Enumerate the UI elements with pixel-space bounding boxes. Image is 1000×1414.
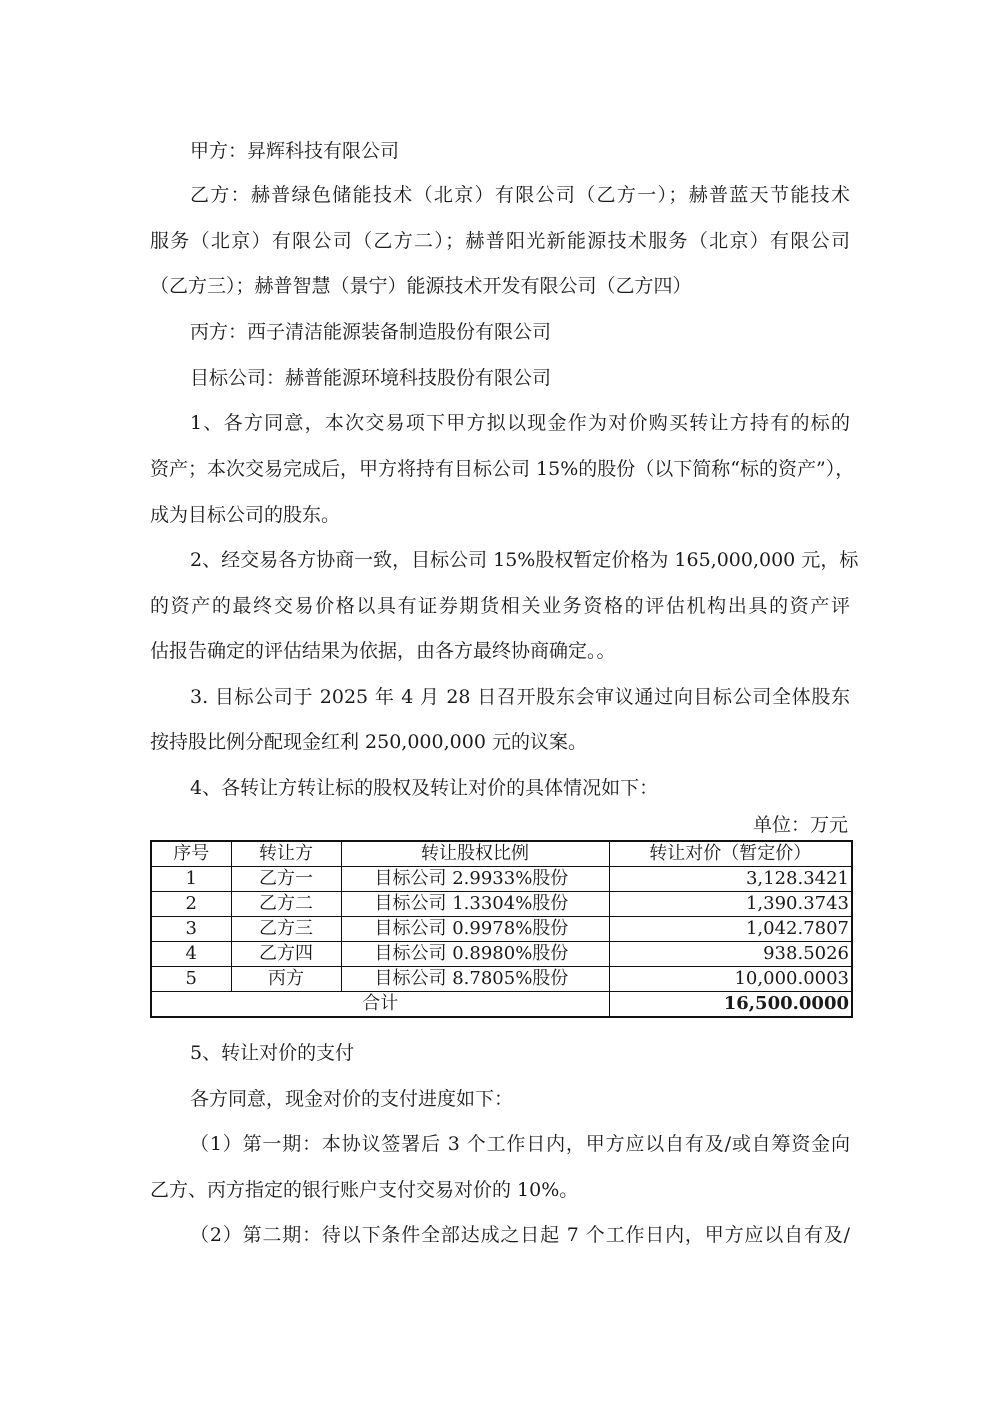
row-ratio: 目标公司 0.8980%股份 (341, 942, 609, 967)
clause-1-line2: 资产；本次交易完成后，甲方将持有目标公司 15%的股份（以下简称“标的资产”）， (150, 458, 855, 480)
table-row (151, 917, 852, 942)
row-ratio: 目标公司 2.9933%股份 (341, 867, 609, 892)
party-c: 丙方：西子清洁能源装备制造股份有限公司 (190, 321, 552, 343)
table-unit: 单位：万元 (752, 814, 848, 836)
row-transferor: 乙方二 (231, 892, 341, 917)
row-seq: 5 (151, 967, 231, 992)
phase-1-line1: （1）第一期：本协议签署后 3 个工作日内，甲方应以自有及/或自筹资金向 (190, 1133, 850, 1155)
total-value: 16,500.0000 (609, 992, 852, 1018)
phase-2-line1: （2）第二期：待以下条件全部达成之日起 7 个工作日内，甲方应以自有及/ (190, 1224, 850, 1246)
header-ratio: 转让股权比例 (341, 841, 609, 867)
transfer-table (150, 840, 853, 1018)
row-seq: 4 (151, 942, 231, 967)
row-transferor: 乙方三 (231, 917, 341, 942)
header-price: 转让对价（暂定价） (609, 841, 852, 867)
clause-5-heading: 5、转让对价的支付 (190, 1042, 355, 1064)
row-transferor: 丙方 (231, 967, 341, 992)
row-seq: 1 (151, 867, 231, 892)
clause-4: 4、各转让方转让标的股权及转让对价的具体情况如下： (190, 777, 659, 799)
clause-5-intro: 各方同意，现金对价的支付进度如下： (190, 1088, 514, 1110)
clause-2-line1: 2、经交易各方协商一致，目标公司 15%股权暂定价格为 165,000,000 元，标 (190, 549, 859, 571)
row-ratio: 目标公司 1.3304%股份 (341, 892, 609, 917)
clause-2-line2: 的资产的最终交易价格以具有证券期货相关业务资格的评估机构出具的资产评 (150, 595, 850, 617)
table-total-row (151, 992, 852, 1018)
header-transferor: 转让方 (231, 841, 341, 867)
party-b-line3: （乙方三）；赫普智慧（景宁）能源技术开发有限公司（乙方四） (150, 275, 692, 297)
phase-1-line2: 乙方、丙方指定的银行账户支付交易对价的 10%。 (150, 1179, 579, 1201)
total-label: 合计 (151, 992, 609, 1018)
table-row (151, 892, 852, 917)
party-b-line1: 乙方：赫普绿色储能技术（北京）有限公司（乙方一）；赫普蓝天节能技术 (190, 184, 850, 206)
row-price: 10,000.0003 (609, 967, 852, 992)
row-price: 1,042.7807 (609, 917, 852, 942)
row-ratio: 目标公司 8.7805%股份 (341, 967, 609, 992)
table-header-row (151, 841, 852, 867)
table-row (151, 942, 852, 967)
clause-3-line2: 按持股比例分配现金红利 250,000,000 元的议案。 (150, 731, 587, 753)
table-row (151, 867, 852, 892)
row-transferor: 乙方四 (231, 942, 341, 967)
clause-3-line1: 3. 目标公司于 2025 年 4 月 28 日召开股东会审议通过向目标公司全体股东 (190, 686, 850, 708)
party-b-line2: 服务（北京）有限公司（乙方二）；赫普阳光新能源技术服务（北京）有限公司 (150, 230, 850, 252)
row-ratio: 目标公司 0.9978%股份 (341, 917, 609, 942)
clause-1-line1: 1、各方同意，本次交易项下甲方拟以现金作为对价购买转让方持有的标的 (190, 412, 850, 434)
row-price: 1,390.3743 (609, 892, 852, 917)
target-company: 目标公司：赫普能源环境科技股份有限公司 (190, 367, 552, 389)
table-row (151, 967, 852, 992)
row-transferor: 乙方一 (231, 867, 341, 892)
row-price: 938.5026 (609, 942, 852, 967)
row-seq: 3 (151, 917, 231, 942)
clause-2-line3: 估报告确定的评估结果为依据，由各方最终协商确定。。 (150, 640, 616, 662)
row-seq: 2 (151, 892, 231, 917)
clause-1-line3: 成为目标公司的股东。 (150, 504, 341, 526)
header-seq: 序号 (151, 841, 231, 867)
party-a: 甲方：昇辉科技有限公司 (190, 140, 400, 162)
row-price: 3,128.3421 (609, 867, 852, 892)
